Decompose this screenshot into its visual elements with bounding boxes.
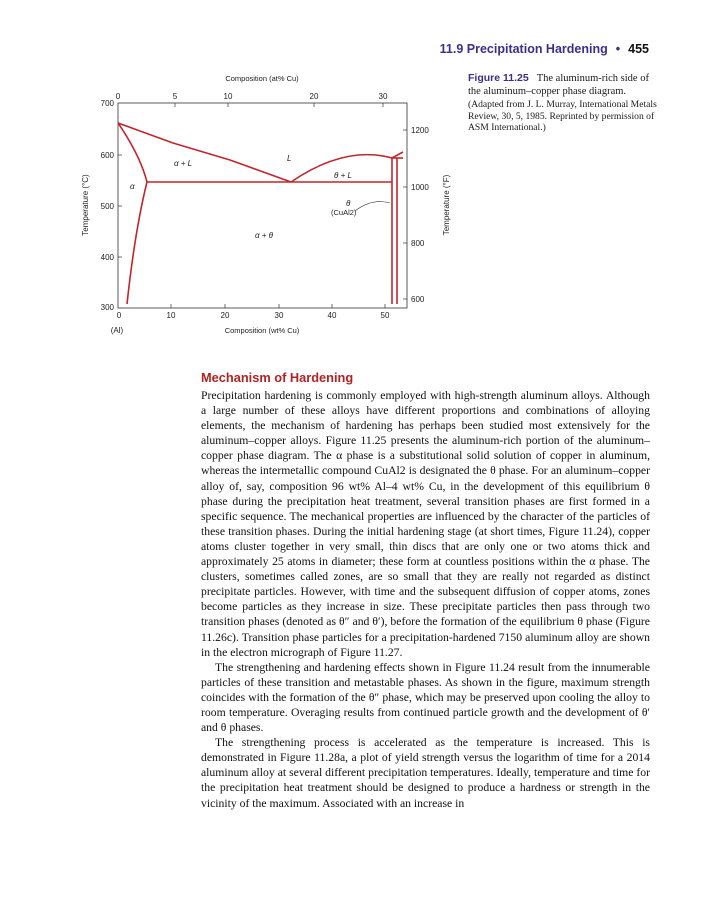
left-tick-label: 700 — [100, 99, 114, 108]
top-tick-label: 10 — [223, 92, 233, 101]
bottom-tick-label: 10 — [166, 311, 176, 320]
left-axis-title: Temperature (°C) — [81, 174, 90, 236]
region-alpha: α — [130, 182, 135, 191]
bottom-tick-label: 50 — [380, 311, 390, 320]
body-text — [201, 388, 650, 811]
left-tick-label: 500 — [100, 202, 114, 211]
bottom-tick-label: 30 — [274, 311, 284, 320]
figure-label: Figure 11.25 — [468, 72, 529, 84]
left-tick-label: 600 — [100, 151, 114, 160]
region-theta: θ — [346, 199, 351, 208]
paragraph: The strengthening and hardening effects shown in Figure 11.24 result from the innumerable particles of these transition and metastable phases. As shown in the figure, maximum strength coincides with the formation of the θ″ phase, which may be preserved upon cooling the alloy to room temperature. Overaging results from continued particle growth and the development of θ′ and θ phases. — [201, 660, 650, 735]
origin-label: (Al) — [110, 326, 124, 335]
right-tick-label: 1200 — [411, 126, 429, 135]
phase-diagram — [0, 0, 719, 360]
right-axis-title: Temperature (°F) — [442, 174, 451, 236]
region-liquid: L — [287, 154, 292, 163]
bottom-axis-title: Composition (wt% Cu) — [224, 326, 300, 335]
paragraph: The strengthening process is accelerated as the temperature is increased. This is demonstrated in Figure 11.28a, a plot of yield strength versus the logarithm of time for a 2014 aluminum alloy at several different precipitation temperatures. Ideally, temperature and time for the precipitation heat treatment should be designed to produce a hardness or strength in the vicinity of the maximum. Associated with an increase in — [201, 736, 650, 810]
section-heading: 11.9 Precipitation Hardening — [439, 42, 608, 56]
top-tick-label: 0 — [115, 92, 121, 101]
left-tick-label: 300 — [100, 303, 114, 312]
section-title: Mechanism of Hardening — [201, 370, 354, 385]
top-tick-label: 5 — [172, 92, 178, 101]
top-axis-title: Composition (at% Cu) — [225, 74, 299, 83]
paragraph: Precipitation hardening is commonly employed with high-strength aluminum alloys. Although a large number of these alloys have different proportions and combinations of alloying elements, the mechanism of hardening has perhaps been studied most extensively for the aluminum–copper alloys. Figure 11.25 presents the aluminum-rich portion of the aluminum–copper phase diagram. The α phase is a substitutional solid solution of copper in aluminum, whereas the intermetallic compound CuAl2 is designated the θ phase. For an aluminum–copper alloy of, say, composition 96 wt% Al–4 wt% Cu, in the development of this equilibrium θ phase during the precipitation heat treatment, several transition phases are first formed in a specific sequence. The mechanical properties are influenced by the character of the particles of these transition phases. During the initial hardening stage (at short times, Figure 11.24), copper atoms cluster together in very small, thin discs that are only one or two atoms thick and approximately 25 atoms in diameter; these form at countless positions within the α phase. The clusters, sometimes called zones, are so small that they are really not regarded as distinct precipitate particles. However, with time and the subsequent diffusion of copper atoms, zones become particles as they increase in size. These precipitate particles then pass through two transition phases (denoted as θ″ and θ′), before the formation of the equilibrium θ phase (Figure 11.26c). Transition phase particles for a precipitation-hardened 7150 aluminum alloy are shown in the electron micrograph of Figure 11.27. — [201, 389, 650, 659]
region-theta-formula: (CuAl2) — [331, 208, 357, 217]
right-tick-label: 800 — [411, 239, 425, 248]
page-number: 455 — [628, 42, 649, 56]
top-tick-label: 20 — [309, 92, 319, 101]
caption-text: The aluminum-rich side of the aluminum–copper phase diagram. — [468, 73, 649, 97]
header-separator: • — [615, 42, 621, 56]
right-tick-label: 1000 — [411, 183, 429, 192]
theta-pointer — [355, 202, 390, 211]
caption-source: (Adapted from J. L. Murray, International Metals Review, 30, 5, 1985. Reprinted by permission of ASM International.) — [468, 99, 657, 134]
bottom-tick-label: 0 — [116, 311, 122, 320]
bottom-tick-label: 40 — [327, 311, 337, 320]
region-alpha-theta: α + θ — [255, 231, 274, 240]
left-tick-label: 400 — [100, 253, 114, 262]
region-alpha-liquid: α + L — [174, 159, 193, 168]
bottom-tick-label: 20 — [220, 311, 230, 320]
right-tick-label: 600 — [411, 295, 425, 304]
top-tick-label: 30 — [378, 92, 388, 101]
phase-boundaries — [118, 123, 403, 304]
region-theta-liquid: θ + L — [334, 171, 352, 180]
solvus — [127, 182, 147, 304]
